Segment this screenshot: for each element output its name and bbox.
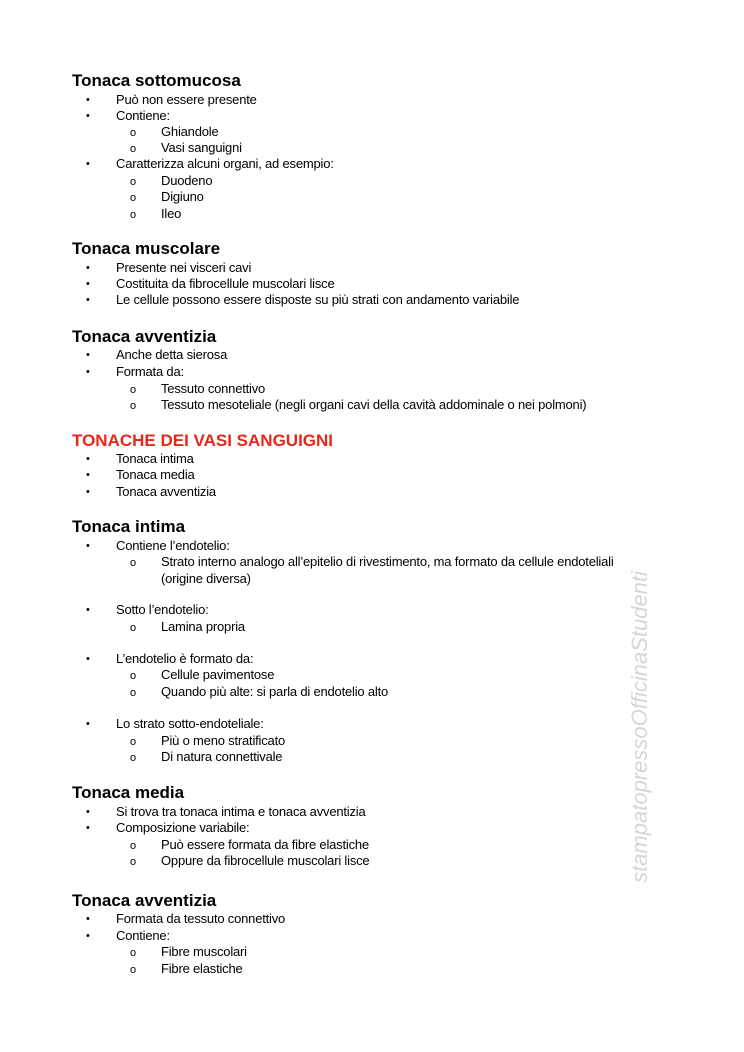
circle-bullet-icon: o xyxy=(130,176,136,188)
list-item: • Tonaca intima xyxy=(86,451,194,466)
bullet-icon: • xyxy=(86,822,90,834)
bullet-icon: • xyxy=(86,604,90,616)
circle-bullet-icon: o xyxy=(130,736,136,748)
sub-list-item: o Tessuto mesoteliale (negli organi cavi della cavità addominale o nei polmoni) xyxy=(130,397,587,412)
list-item: • Lo strato sotto-endoteliale: xyxy=(86,716,264,731)
bullet-icon: • xyxy=(86,262,90,274)
list-item: • Formata da: xyxy=(86,364,184,379)
bullet-icon: • xyxy=(86,913,90,925)
section-heading: Tonaca intima xyxy=(72,517,186,536)
list-item: • Composizione variabile: xyxy=(86,820,250,835)
bullet-icon: • xyxy=(86,294,90,306)
bullet-icon: • xyxy=(86,469,90,481)
sub-list-item: o Oppure da fibrocellule muscolari lisce xyxy=(130,853,370,868)
list-item: • Anche detta sierosa xyxy=(86,347,228,362)
sub-list-item: o Strato interno analogo all’epitelio di rivestimento, ma formato da cellule endoteliali xyxy=(130,554,614,569)
circle-bullet-icon: o xyxy=(130,687,136,699)
sub-list-item-continuation: (origine diversa) xyxy=(161,571,251,586)
list-item: • L’endotelio è formato da: xyxy=(86,651,254,666)
bullet-icon: • xyxy=(86,278,90,290)
section-heading-red: TONACHE DEI VASI SANGUIGNI xyxy=(72,431,334,450)
list-item: • Contiene: xyxy=(86,928,170,943)
circle-bullet-icon: o xyxy=(130,964,136,976)
circle-bullet-icon: o xyxy=(130,557,136,569)
list-item: • Contiene: xyxy=(86,108,170,123)
sub-list-item: o Fibre elastiche xyxy=(130,961,243,976)
list-item: • Formata da tessuto connettivo xyxy=(86,911,286,926)
sub-list-item: o Vasi sanguigni xyxy=(130,140,242,155)
circle-bullet-icon: o xyxy=(130,192,136,204)
bullet-icon: • xyxy=(86,806,90,818)
circle-bullet-icon: o xyxy=(130,856,136,868)
circle-bullet-icon: o xyxy=(130,400,136,412)
bullet-icon: • xyxy=(86,158,90,170)
sub-list-item: o Ghiandole xyxy=(130,124,219,139)
circle-bullet-icon: o xyxy=(130,752,136,764)
bullet-icon: • xyxy=(86,110,90,122)
list-item: • Può non essere presente xyxy=(86,92,257,107)
bullet-icon: • xyxy=(86,718,90,730)
bullet-icon: • xyxy=(86,94,90,106)
circle-bullet-icon: o xyxy=(130,209,136,221)
sub-list-item: o Digiuno xyxy=(130,189,204,204)
sub-list-item: o Di natura connettivale xyxy=(130,749,283,764)
sub-list-item: o Lamina propria xyxy=(130,619,245,634)
bullet-icon: • xyxy=(86,349,90,361)
circle-bullet-icon: o xyxy=(130,622,136,634)
list-item: • Si trova tra tonaca intima e tonaca avventizia xyxy=(86,804,366,819)
sub-list-item: o Tessuto connettivo xyxy=(130,381,266,396)
list-item: • Tonaca media xyxy=(86,467,195,482)
list-item: • Sotto l’endotelio: xyxy=(86,602,209,617)
section-heading: Tonaca media xyxy=(72,783,185,802)
list-item: • Presente nei visceri cavi xyxy=(86,260,252,275)
list-item: • Costituita da fibrocellule muscolari lisce xyxy=(86,276,335,291)
section-heading: Tonaca muscolare xyxy=(72,239,221,258)
watermark: stampatopressoOfficinaStudenti xyxy=(627,571,652,883)
sub-list-item: o Ileo xyxy=(130,206,182,221)
list-item: • Contiene l’endotelio: xyxy=(86,538,230,553)
sub-list-item: o Più o meno stratificato xyxy=(130,733,286,748)
bullet-icon: • xyxy=(86,653,90,665)
bullet-icon: • xyxy=(86,366,90,378)
section-heading: Tonaca avventizia xyxy=(72,327,217,346)
bullet-icon: • xyxy=(86,486,90,498)
list-item: • Tonaca avventizia xyxy=(86,484,216,499)
circle-bullet-icon: o xyxy=(130,127,136,139)
bullet-icon: • xyxy=(86,540,90,552)
sub-list-item: o Duodeno xyxy=(130,173,213,188)
circle-bullet-icon: o xyxy=(130,947,136,959)
sub-list-item: o Cellule pavimentose xyxy=(130,667,275,682)
sub-list-item: o Quando più alte: si parla di endotelio alto xyxy=(130,684,389,699)
bullet-icon: • xyxy=(86,453,90,465)
bullet-icon: • xyxy=(86,930,90,942)
section-heading: Tonaca sottomucosa xyxy=(72,71,241,90)
circle-bullet-icon: o xyxy=(130,384,136,396)
circle-bullet-icon: o xyxy=(130,840,136,852)
circle-bullet-icon: o xyxy=(130,670,136,682)
circle-bullet-icon: o xyxy=(130,143,136,155)
list-item: • Le cellule possono essere disposte su più strati con andamento variabile xyxy=(86,292,520,307)
sub-list-item: o Fibre muscolari xyxy=(130,944,247,959)
sub-list-item: o Può essere formata da fibre elastiche xyxy=(130,837,369,852)
section-heading: Tonaca avventizia xyxy=(72,891,217,910)
list-item: • Caratterizza alcuni organi, ad esempio: xyxy=(86,156,334,171)
